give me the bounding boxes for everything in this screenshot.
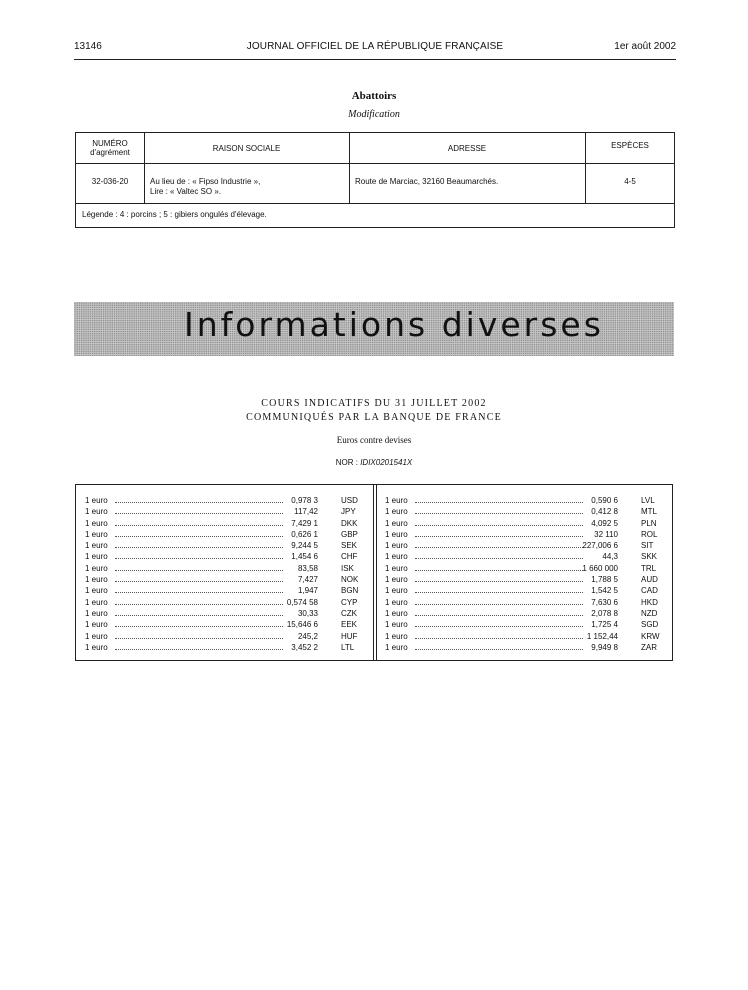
rate-value: 7,429 1 [291,518,318,528]
rate-row [85,529,370,540]
rate-row [85,574,370,585]
rate-value: 117,42 [294,507,318,517]
currency-code: CYP [341,597,358,607]
rate-label: 1 euro [385,586,408,596]
column-divider [376,485,377,660]
rate-row [85,597,370,608]
rate-label: 1 euro [385,518,408,528]
dot-leader [415,638,583,639]
rate-row [385,642,670,653]
dot-leader [415,502,583,503]
currency-code: EEK [341,620,358,630]
rate-value: 7,427 [297,575,318,585]
currency-code: TRL [641,563,657,573]
rate-row [385,597,670,608]
currency-code: NOK [341,575,359,585]
currency-code: MTL [641,507,657,517]
dot-leader [115,615,283,616]
rate-value: 1,542 5 [591,586,618,596]
rate-label: 1 euro [385,529,408,539]
dot-leader [115,570,283,571]
rate-row [85,585,370,596]
rate-value: 9,244 5 [291,541,318,551]
rate-row [385,631,670,642]
rate-value: 0,978 3 [291,496,318,505]
rate-label: 1 euro [85,507,108,517]
rate-row [385,608,670,619]
rate-label: 1 euro [85,642,108,652]
header-raison-sociale: RAISON SOCIALE [212,144,281,153]
rate-row [85,642,370,653]
dot-leader [115,581,283,582]
dot-leader [415,649,583,650]
journal-title: JOURNAL OFFICIEL DE LA RÉPUBLIQUE FRANÇAISE [246,41,504,52]
rate-value: 2,078 8 [591,608,618,618]
currency-code: ZAR [641,642,657,652]
rate-row [385,529,670,540]
rate-row [385,506,670,517]
rate-value: 1 660 000 [582,563,618,573]
dot-leader [115,513,283,514]
rate-label: 1 euro [85,541,108,551]
nor-label: NOR : [335,458,358,467]
rate-label: 1 euro [385,496,408,505]
rate-row [85,506,370,517]
table-legend: Légende : 4 : porcins ; 5 : gibiers ongulés d'élevage. [82,210,267,219]
currency-code: NZD [641,608,658,618]
rate-label: 1 euro [85,620,108,630]
dot-leader [115,536,283,537]
rate-label: 1 euro [85,575,108,585]
currency-code: USD [341,496,358,505]
rate-value: 1 152,44 [586,631,618,641]
rate-value: 44,3 [602,552,618,562]
rate-value: 1,947 [297,586,318,596]
dot-leader [115,649,283,650]
currency-code: ISK [341,563,354,573]
rate-row [85,518,370,529]
rate-value: 1,725 4 [591,620,618,630]
rate-value: 245,2 [297,631,318,641]
rate-row [385,585,670,596]
section-banner [74,302,674,356]
currency-code: PLN [641,518,657,528]
rate-row [385,495,670,506]
rate-label: 1 euro [85,496,108,505]
rate-value: 0,412 8 [591,507,618,517]
rate-label: 1 euro [85,631,108,641]
rate-label: 1 euro [385,631,408,641]
rate-value: 32 110 [594,529,618,539]
header-numero [76,139,144,157]
rate-value: 7,630 6 [591,597,618,607]
dot-leader [415,513,583,514]
legend-divider [76,203,674,204]
rate-value: 0,590 6 [591,496,618,505]
rate-label: 1 euro [385,642,408,652]
rate-row [385,551,670,562]
rate-value: 1,454 6 [291,552,318,562]
currency-code: CAD [641,586,658,596]
rate-label: 1 euro [385,507,408,517]
dot-leader [115,592,283,593]
rate-row [385,563,670,574]
currency-code: SKK [641,552,658,562]
cours-title-line-2: COMMUNIQUÉS PAR LA BANQUE DE FRANCE [246,412,502,423]
dot-leader [115,502,283,503]
header-rule [74,59,676,60]
header-numero-label: NUMÉRO [92,139,128,148]
rate-row [385,574,670,585]
rate-label: 1 euro [385,541,408,551]
dot-leader [415,536,583,537]
rate-label: 1 euro [85,529,108,539]
dot-leader [415,592,583,593]
rate-label: 1 euro [85,597,108,607]
currency-code: DKK [341,518,358,528]
currency-code: BGN [341,586,359,596]
currency-code: AUD [641,575,658,585]
rate-row [385,518,670,529]
issue-date: 1er août 2002 [614,41,676,52]
currency-code: JPY [341,507,356,517]
dot-leader [115,558,283,559]
cell-especes: 4-5 [624,177,636,186]
rate-label: 1 euro [85,586,108,596]
abattoirs-table [75,132,675,228]
rate-value: 9,949 8 [591,642,618,652]
rate-label: 1 euro [385,552,408,562]
dot-leader [115,638,283,639]
rate-row [385,619,670,630]
column-divider [373,485,374,660]
dot-leader [415,558,583,559]
rate-label: 1 euro [85,518,108,528]
currency-code: SIT [641,541,654,551]
exchange-rates-table [75,484,673,661]
dot-leader [115,525,283,526]
currency-code: SEK [341,541,358,551]
section-title: Abattoirs [351,90,397,102]
currency-code: SGD [641,620,659,630]
rate-row [85,619,370,630]
currency-code: LVL [641,496,655,505]
rate-label: 1 euro [85,563,108,573]
dot-leader [415,525,583,526]
currency-code: LTL [341,642,355,652]
rate-value: 3,452 2 [291,642,318,652]
raison-line-1: Au lieu de : « Fipso Industrie », [150,177,261,186]
dot-leader [415,581,583,582]
banner-title: Informations diverses [184,305,604,344]
nor-value: IDIX0201541X [360,458,413,467]
rate-label: 1 euro [85,608,108,618]
header-especes: ESPÈCES [611,141,649,150]
cell-numero: 32-036-20 [91,177,129,186]
rate-label: 1 euro [385,597,408,607]
dot-leader [115,547,283,548]
section-subtitle: Modification [348,109,400,120]
rate-value: 1,788 5 [591,575,618,585]
rate-row [85,551,370,562]
rate-value: 0,626 1 [291,529,318,539]
rate-row [385,540,670,551]
cours-title-line-1: COURS INDICATIFS DU 31 JUILLET 2002 [261,398,487,409]
rate-value: 0,574 58 [286,597,318,607]
rate-value: 15,646 6 [286,620,318,630]
page-header [74,41,676,55]
currency-code: CHF [341,552,358,562]
currency-code: GBP [341,529,358,539]
dot-leader [415,626,583,627]
rate-label: 1 euro [385,575,408,585]
rate-value: 4,092 5 [591,518,618,528]
rate-value: 30,33 [297,608,318,618]
rate-row [85,563,370,574]
raison-line-2: Lire : « Valtec SO ». [150,187,221,196]
rate-row [85,631,370,642]
cell-raison-sociale [150,177,260,197]
cell-adresse: Route de Marciac, 32160 Beaumarchés. [355,177,499,186]
currency-code: ROL [641,529,658,539]
currency-code: HUF [341,631,358,641]
header-numero-sub: d'agrément [90,148,130,157]
rate-row [85,608,370,619]
currency-code: KRW [641,631,660,641]
rates-column-right [385,495,670,653]
rate-value: 83,58 [297,563,318,573]
rate-label: 1 euro [85,552,108,562]
currency-code: CZK [341,608,357,618]
dot-leader [115,626,283,627]
dot-leader [415,547,583,548]
dot-leader [415,570,583,571]
rates-column-left [85,495,370,653]
page-number: 13146 [74,41,102,52]
header-adresse: ADRESSE [447,144,487,153]
rate-label: 1 euro [385,608,408,618]
dot-leader [415,604,583,605]
dot-leader [115,604,283,605]
rate-label: 1 euro [385,563,408,573]
currency-code: HKD [641,597,658,607]
rate-row [85,540,370,551]
rate-label: 1 euro [385,620,408,630]
dot-leader [415,615,583,616]
nor-reference [0,458,748,467]
rate-value: 227,006 6 [582,541,618,551]
rate-row [85,495,370,506]
cours-subtitle: Euros contre devises [336,435,412,445]
header-row-divider [76,163,674,164]
